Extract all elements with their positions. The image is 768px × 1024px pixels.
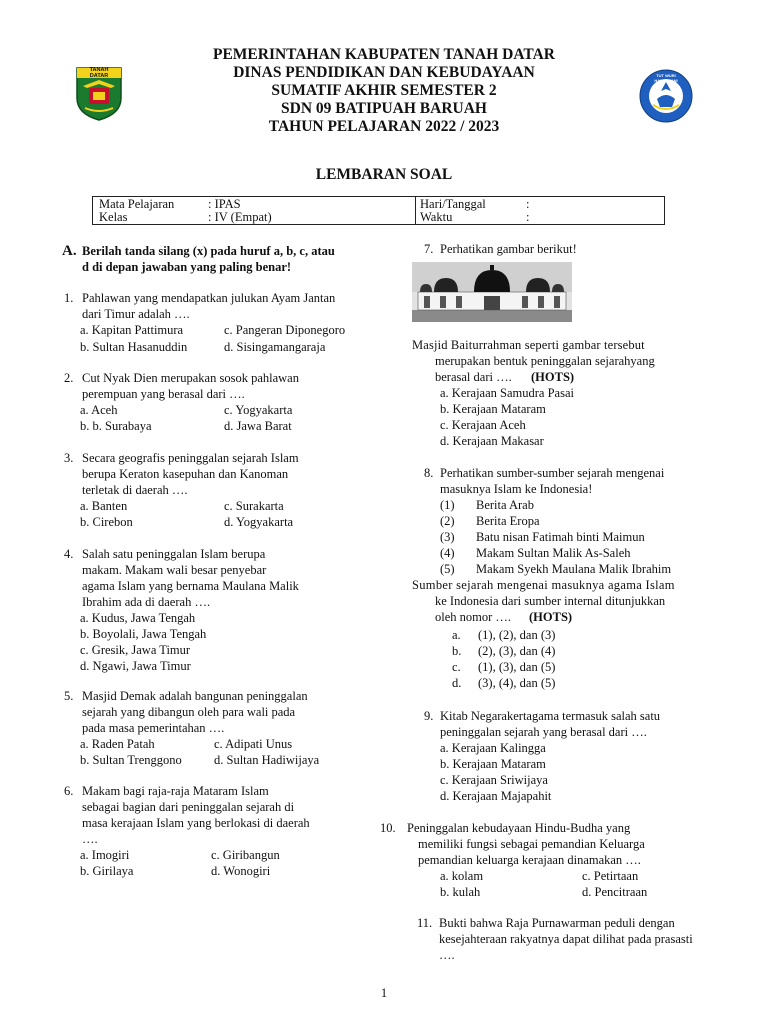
q2-text-1: Cut Nyak Dien merupakan sosok pahlawan [82, 371, 299, 385]
q1-number: 1. [64, 291, 74, 305]
q3-text-3: terletak di daerah …. [82, 483, 188, 497]
q4-text-2: makam. Makam wali besar penyebar [82, 563, 267, 577]
q8-item-1-text: Berita Arab [476, 498, 534, 512]
class-label: Kelas [99, 210, 128, 224]
mosque-image [412, 262, 572, 322]
day-label: Hari/Tanggal [420, 197, 486, 211]
q8-item-4-text: Makam Sultan Malik As-Saleh [476, 546, 631, 560]
q7-text-4: berasal dari …. [435, 370, 512, 384]
q8-text-3: Sumber sejarah mengenai masuknya agama Islam [412, 578, 675, 592]
header-line-2: DINAS PENDIDIKAN DAN KEBUDAYAAN [233, 64, 535, 81]
day-value: : [526, 197, 530, 211]
q8-item-3-text: Batu nisan Fatimah binti Maimun [476, 530, 645, 544]
q3-option-b: b. Cirebon [80, 515, 133, 529]
q5-option-b: b. Sultan Trenggono [80, 753, 182, 767]
q4-text-3: agama Islam yang bernama Maulana Malik [82, 579, 299, 593]
q8-number: 8. [424, 466, 434, 480]
q2-number: 2. [64, 371, 74, 385]
time-label: Waktu [420, 210, 453, 224]
q1-option-b: b. Sultan Hasanuddin [80, 340, 188, 354]
q8-option-b-letter: b. [452, 644, 462, 658]
q2-option-d: d. Jawa Barat [224, 419, 292, 433]
q5-option-c: c. Adipati Unus [214, 737, 293, 751]
q6-option-c: c. Giribangun [211, 848, 280, 862]
q6-text-1: Makam bagi raja-raja Mataram Islam [82, 784, 269, 798]
q8-option-c-text: (1), (3), dan (5) [478, 660, 556, 674]
q4-option-a: a. Kudus, Jawa Tengah [80, 611, 196, 625]
q8-item-2-text: Berita Eropa [476, 514, 540, 528]
q10-option-a: a. kolam [440, 869, 484, 883]
q7-text-2: Masjid Baiturrahman seperti gambar tersebut [412, 338, 645, 352]
q1-text-2: dari Timur adalah …. [82, 307, 190, 321]
section-a-line-2: d di depan jawaban yang paling benar! [82, 260, 292, 274]
q8-item-5-text: Makam Syekh Maulana Malik Ibrahim [476, 562, 672, 576]
q1-option-c: c. Pangeran Diponegoro [224, 323, 346, 337]
info-box-divider [415, 197, 416, 224]
q11-text-2: kesejahteraan rakyatnya dapat dilihat pada prasasti [439, 932, 693, 946]
q11-text-3: …. [439, 948, 455, 962]
q8-option-b-text: (2), (3), dan (4) [478, 644, 556, 658]
subject-label: Mata Pelajaran [99, 197, 175, 211]
header-line-4: SDN 09 BATIPUAH BARUAH [281, 100, 487, 117]
q6-option-d: d. Wonogiri [211, 864, 271, 878]
q6-option-b: b. Girilaya [80, 864, 134, 878]
q8-item-2-num: (2) [440, 514, 455, 528]
q7-number: 7. [424, 242, 434, 256]
q8-item-5-num: (5) [440, 562, 455, 576]
q7-hots: (HOTS) [531, 370, 575, 384]
q6-text-3: masa kerajaan Islam yang berlokasi di daerah [82, 816, 310, 830]
q6-text-4: …. [82, 832, 98, 846]
q4-option-d: d. Ngawi, Jawa Timur [80, 659, 191, 673]
q3-option-a: a. Banten [80, 499, 128, 513]
time-value: : [526, 210, 530, 224]
section-a-line-1: Berilah tanda silang (x) pada huruf a, b, c, atau [82, 244, 335, 258]
q1-option-a: a. Kapitan Pattimura [80, 323, 184, 337]
q2-option-b: b. b. Surabaya [80, 419, 152, 433]
q9-option-c: c. Kerajaan Sriwijaya [440, 773, 548, 787]
q5-text-3: pada masa pemerintahan …. [82, 721, 225, 735]
q6-number: 6. [64, 784, 74, 798]
q3-option-d: d. Yogyakarta [224, 515, 294, 529]
q8-option-a-text: (1), (2), dan (3) [478, 628, 556, 642]
q3-number: 3. [64, 451, 74, 465]
q8-text-5: oleh nomor …. [435, 610, 512, 624]
q9-text-1: Kitab Negarakertagama termasuk salah satu [440, 709, 661, 723]
section-a-letter: A. [62, 243, 77, 259]
q8-item-4-num: (4) [440, 546, 455, 560]
q10-text-1: Peninggalan kebudayaan Hindu-Budha yang [407, 821, 631, 835]
q4-option-b: b. Boyolali, Jawa Tengah [80, 627, 207, 641]
q8-item-3-num: (3) [440, 530, 455, 544]
q10-text-2: memiliki fungsi sebagai pemandian Keluarga [418, 837, 645, 851]
q7-option-c: c. Kerajaan Aceh [440, 418, 526, 432]
q4-number: 4. [64, 547, 74, 561]
q9-number: 9. [424, 709, 434, 723]
q1-text-1: Pahlawan yang mendapatkan julukan Ayam Jantan [82, 291, 336, 305]
q8-item-1-num: (1) [440, 498, 455, 512]
header-line-5: TAHUN PELAJARAN 2022 / 2023 [268, 118, 500, 135]
page-title: LEMBARAN SOAL [315, 166, 453, 183]
q10-option-c: c. Petirtaan [582, 869, 639, 883]
q4-text-4: Ibrahim ada di daerah …. [82, 595, 211, 609]
q7-option-d: d. Kerajaan Makasar [440, 434, 544, 448]
header-line-3: SUMATIF AKHIR SEMESTER 2 [271, 82, 497, 99]
subject-value: : IPAS [208, 197, 241, 211]
q8-option-a-letter: a. [452, 628, 461, 642]
q5-option-d: d. Sultan Hadiwijaya [214, 753, 320, 767]
class-value: : IV (Empat) [208, 210, 272, 224]
q8-text-1: Perhatikan sumber-sumber sejarah mengenai [440, 466, 665, 480]
q10-option-d: d. Pencitraan [582, 885, 648, 899]
q8-text-2: masuknya Islam ke Indonesia! [440, 482, 593, 496]
q8-option-c-letter: c. [452, 660, 461, 674]
q9-option-b: b. Kerajaan Mataram [440, 757, 546, 771]
q7-option-a: a. Kerajaan Samudra Pasai [440, 386, 574, 400]
header-line-1: PEMERINTAHAN KABUPATEN TANAH DATAR [212, 46, 555, 63]
q2-text-2: perempuan yang berasal dari …. [82, 387, 245, 401]
q9-text-2: peninggalan sejarah yang berasal dari …. [440, 725, 647, 739]
q3-text-2: berupa Keraton kasepuhan dan Kanoman [82, 467, 289, 481]
q7-text-1: Perhatikan gambar berikut! [440, 242, 577, 256]
q4-option-c: c. Gresik, Jawa Timur [80, 643, 191, 657]
q5-option-a: a. Raden Patah [80, 737, 155, 751]
q10-number: 10. [380, 821, 396, 835]
q10-text-3: pemandian keluarga kerajaan dinamakan …. [418, 853, 641, 867]
q8-option-d-text: (3), (4), dan (5) [478, 676, 556, 690]
q6-text-2: sebagai bagian dari peninggalan sejarah di [82, 800, 295, 814]
page-number: 1 [380, 986, 388, 1000]
q9-option-a: a. Kerajaan Kalingga [440, 741, 546, 755]
q10-option-b: b. kulah [440, 885, 481, 899]
q5-text-2: sejarah yang dibangun oleh para wali pada [82, 705, 296, 719]
q4-text-1: Salah satu peninggalan Islam berupa [82, 547, 266, 561]
q3-option-c: c. Surakarta [224, 499, 284, 513]
tanah-datar-logo-text: TANAH DATAR [89, 67, 109, 79]
q7-option-b: b. Kerajaan Mataram [440, 402, 546, 416]
q5-text-1: Masjid Demak adalah bangunan peninggalan [82, 689, 308, 703]
q11-number: 11. [417, 916, 433, 930]
tut-wuri-handayani-logo-text: TUT WURI HANDAYANI [654, 73, 678, 83]
q2-option-a: a. Aceh [80, 403, 118, 417]
q2-option-c: c. Yogyakarta [224, 403, 293, 417]
q5-number: 5. [64, 689, 74, 703]
q3-text-1: Secara geografis peninggalan sejarah Islam [82, 451, 299, 465]
info-box [92, 196, 665, 225]
q7-text-3: merupakan bentuk peninggalan sejarahyang [435, 354, 655, 368]
q1-option-d: d. Sisingamangaraja [224, 340, 326, 354]
q9-option-d: d. Kerajaan Majapahit [440, 789, 552, 803]
q8-option-d-letter: d. [452, 676, 462, 690]
q6-option-a: a. Imogiri [80, 848, 130, 862]
q8-text-4: ke Indonesia dari sumber internal ditunjukkan [435, 594, 666, 608]
q8-hots: (HOTS) [529, 610, 573, 624]
q11-text-1: Bukti bahwa Raja Purnawarman peduli dengan [439, 916, 675, 930]
